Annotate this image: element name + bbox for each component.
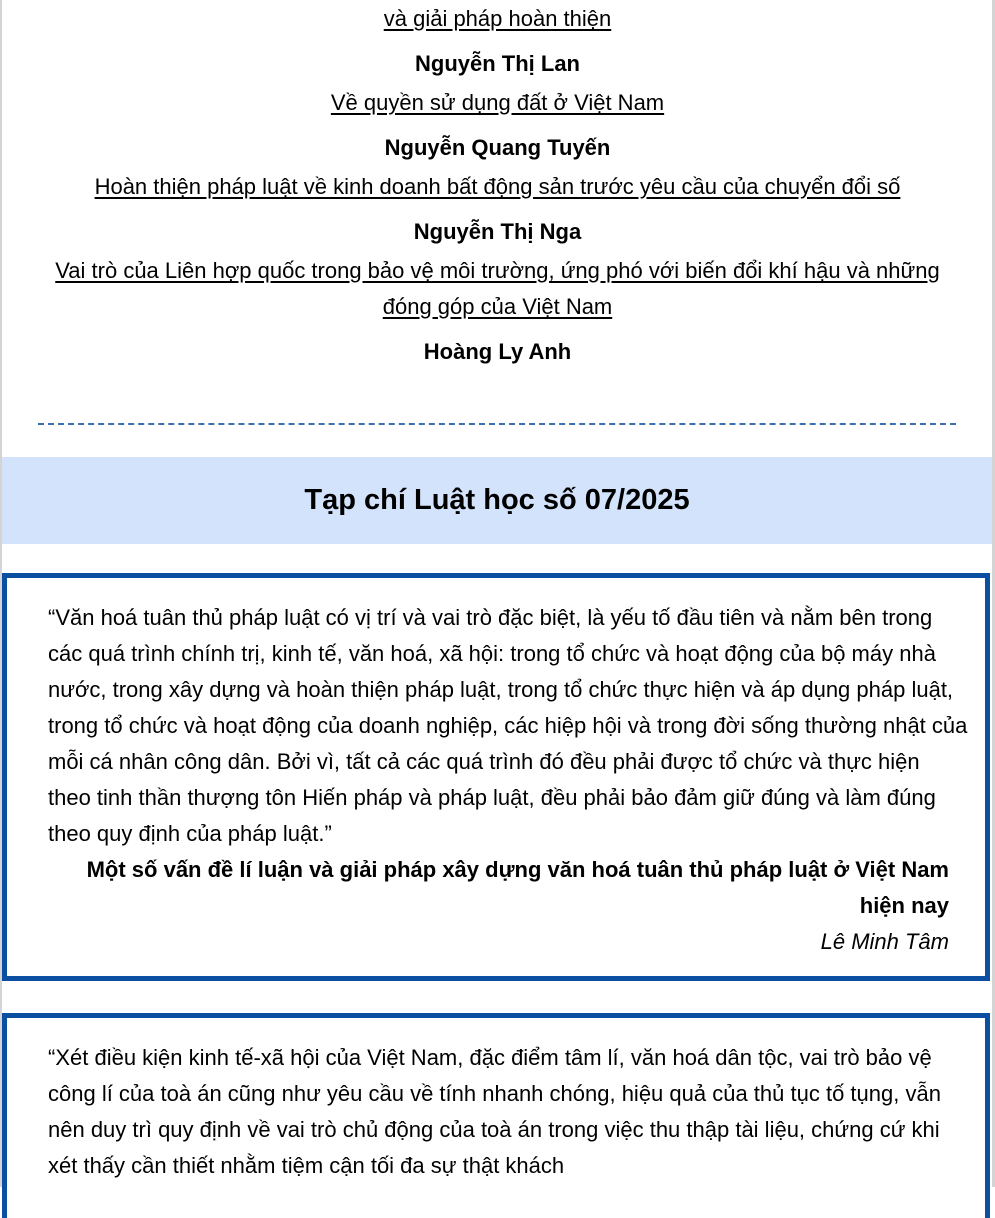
section-divider <box>38 423 956 425</box>
quote-box <box>2 573 990 981</box>
article-link[interactable]: Hoàn thiện pháp luật về kinh doanh bất động sản trước yêu cầu của chuyển đổi số <box>94 174 901 199</box>
issue-heading: Tạp chí Luật học số 07/2025 <box>304 484 690 516</box>
quote-author: Lê Minh Tâm <box>820 929 949 954</box>
article-author: Hoàng Ly Anh <box>423 339 572 364</box>
quote-box <box>2 1013 990 1218</box>
article-author: Nguyễn Thị Nga <box>413 219 582 244</box>
quote-source-article[interactable]: Một số vấn đề lí luận và giải pháp xây dựng văn hoá tuân thủ pháp luật ở Việt Nam hiện nay <box>86 857 949 918</box>
article-link[interactable]: và giải pháp hoàn thiện <box>383 6 612 31</box>
article-link[interactable]: Vai trò của Liên hợp quốc trong bảo vệ môi trường, ứng phó với biến đổi khí hậu và những đóng góp của Việt Nam <box>55 258 940 319</box>
article-author: Nguyễn Quang Tuyến <box>384 135 611 160</box>
article-link[interactable]: Về quyền sử dụng đất ở Việt Nam <box>330 90 665 115</box>
quote-text: “Xét điều kiện kinh tế-xã hội của Việt Nam, đặc điểm tâm lí, văn hoá dân tộc, vai trò bảo vệ công lí của toà án cũng như yêu cầu về tính nhanh chóng, hiệu quả của thủ tục tố tụng, vẫn nên duy trì quy định về vai trò chủ động của toà án trong việc thu thập tài liệu, chứng cứ khi xét thấy cần thiết nhằm tiệm cận tối đa sự thật khách <box>48 1045 941 1178</box>
issue-banner <box>2 457 992 544</box>
quote-text: “Văn hoá tuân thủ pháp luật có vị trí và vai trò đặc biệt, là yếu tố đầu tiên và nằm bên trong các quá trình chính trị, kinh tế, văn hoá, xã hội: trong tổ chức và hoạt động của bộ máy nhà nước, trong xây dựng và hoàn thiện pháp luật, trong tổ chức thực hiện và áp dụng pháp luật, trong tổ chức và hoạt động của doanh nghiệp, các hiệp hội và trong đời sống thường nhật của mỗi cá nhân công dân. Bởi vì, tất cả các quá trình đó đều phải được tổ chức và thực hiện theo tinh thần thượng tôn Hiến pháp và pháp luật, đều phải bảo đảm giữ đúng và làm đúng theo quy định của pháp luật.” <box>48 605 968 846</box>
article-author: Nguyễn Thị Lan <box>415 51 580 76</box>
